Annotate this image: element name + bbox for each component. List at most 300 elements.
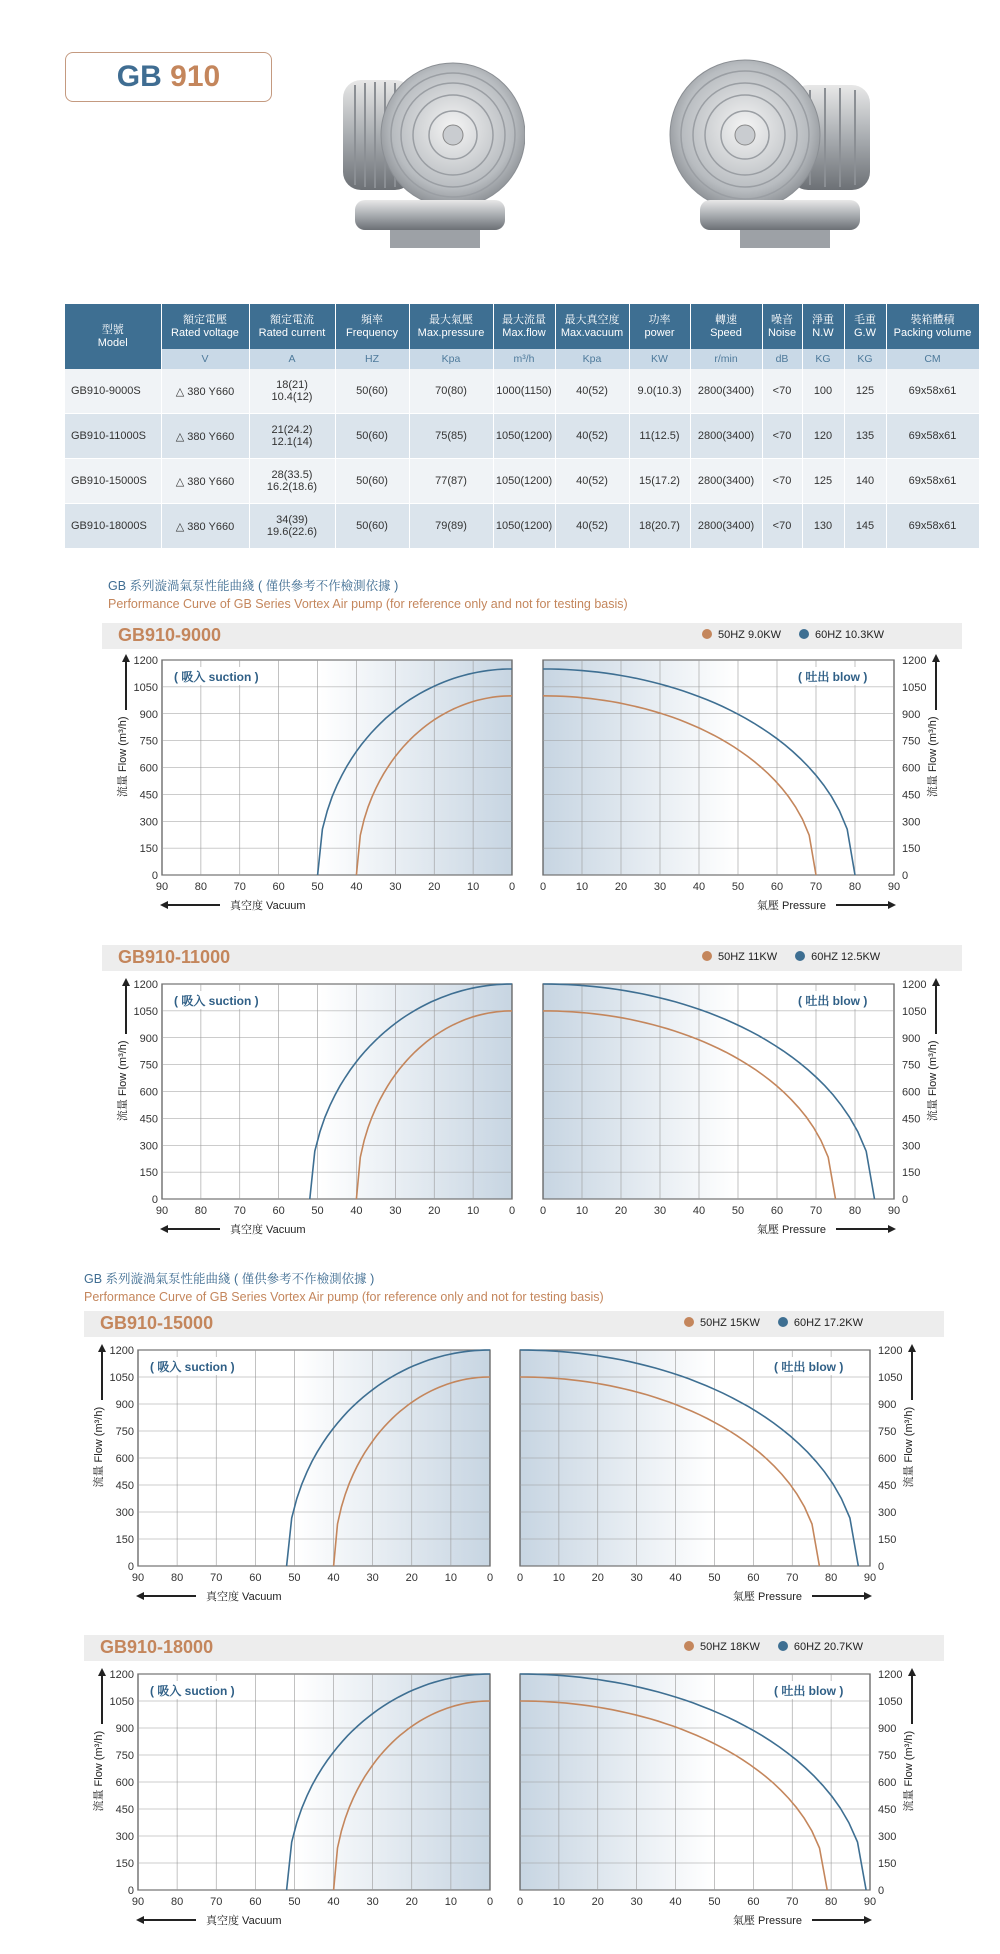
y-axis-arrow-head <box>98 1344 106 1352</box>
legend-dot <box>795 951 805 961</box>
y-tick-label: 600 <box>115 1777 134 1789</box>
y-axis-label: 流量 Flow (m³/h) <box>117 1040 129 1122</box>
cell-speed: 2800(3400) <box>690 459 762 504</box>
vacuum-arrow-head <box>136 1916 144 1924</box>
pressure-arrow-head <box>888 901 896 909</box>
y-tick-label: 1200 <box>902 979 927 991</box>
y-tick-label: 150 <box>902 843 921 856</box>
y-tick-label: 750 <box>878 1750 897 1762</box>
y-tick-label: 750 <box>902 735 921 748</box>
spec-table <box>65 304 980 549</box>
x-tick-label: 0 <box>516 1896 524 1908</box>
y-tick-label: 1050 <box>878 1696 903 1708</box>
chart-legend <box>684 1317 881 1329</box>
unit-cell: KG <box>802 349 844 369</box>
y-tick-label: 600 <box>139 1086 158 1099</box>
y-tick-label: 0 <box>878 1561 885 1573</box>
legend-label: 60HZ 20.7KW <box>793 1641 864 1653</box>
x-tick-label: 30 <box>389 1205 402 1217</box>
unit-cell: A <box>249 349 335 369</box>
y-axis-arrow-head <box>98 1668 106 1676</box>
y-tick-label: 1200 <box>109 1345 134 1357</box>
cell-power: 9.0(10.3) <box>629 369 690 414</box>
x-tick-label: 70 <box>786 1572 799 1584</box>
x-tick-label: 80 <box>848 881 862 893</box>
legend-dot <box>799 629 809 639</box>
cell-frequency: 50(60) <box>335 459 409 504</box>
x-tick-label: 10 <box>575 1205 589 1217</box>
vacuum-arrow-head <box>160 1225 168 1233</box>
perf-heading-2 <box>84 1270 604 1306</box>
cell-pressure: 70(80) <box>409 369 493 414</box>
performance-chart <box>90 1330 990 1616</box>
performance-chart <box>90 640 990 925</box>
x-tick-label: 80 <box>848 1205 862 1217</box>
y-tick-label: 300 <box>115 1507 134 1519</box>
y-tick-label: 900 <box>115 1723 134 1735</box>
blower-image-right <box>660 40 880 265</box>
y-tick-label: 900 <box>902 1032 921 1045</box>
y-axis-arrow-head <box>122 978 130 986</box>
x-tick-label: 30 <box>366 1572 379 1584</box>
y-tick-label: 750 <box>139 735 158 748</box>
x-tick-label: 90 <box>155 881 169 893</box>
header-nw: 淨重 N.W <box>802 304 844 349</box>
y-tick-label: 750 <box>902 1059 921 1072</box>
cell-vacuum: 40(52) <box>555 414 629 459</box>
y-tick-label: 150 <box>878 1534 897 1546</box>
cell-vacuum: 40(52) <box>555 504 629 549</box>
y-tick-label: 150 <box>902 1167 921 1180</box>
y-tick-label: 300 <box>878 1831 897 1843</box>
y-tick-label: 0 <box>127 1561 134 1573</box>
table-row <box>65 459 979 504</box>
legend-label: 60HZ 12.5KW <box>811 951 881 963</box>
x-tick-label: 80 <box>170 1896 184 1908</box>
y-tick-label: 300 <box>139 1140 158 1153</box>
y-tick-label: 300 <box>878 1507 897 1519</box>
y-tick-label: 600 <box>139 762 158 775</box>
x-tick-label: 40 <box>350 1205 363 1217</box>
y-tick-label: 900 <box>878 1723 897 1735</box>
suction-label: ( 吸入 suction ) <box>150 1684 235 1698</box>
cell-packing: 69x58x61 <box>886 504 979 549</box>
y-tick-label: 750 <box>115 1750 134 1762</box>
cell-pressure: 75(85) <box>409 414 493 459</box>
header-noise: 噪音 Noise <box>762 304 802 349</box>
y-tick-label: 1050 <box>902 1005 927 1018</box>
y-tick-label: 0 <box>902 1194 909 1206</box>
y-tick-label: 900 <box>902 708 921 721</box>
cell-model: GB910-11000S <box>65 414 161 459</box>
blower-image-left <box>335 40 525 265</box>
x-tick-label: 40 <box>327 1572 340 1584</box>
pressure-arrow-head <box>864 1592 872 1600</box>
x-tick-label: 10 <box>466 1205 480 1217</box>
y-tick-label: 750 <box>878 1426 897 1438</box>
x-tick-label: 20 <box>591 1572 604 1584</box>
y-tick-label: 1200 <box>878 1345 903 1357</box>
perf-heading-en: Performance Curve of GB Series Vortex Air pump (for reference only and not for testing basis) <box>84 1290 604 1304</box>
x-tick-label: 30 <box>389 881 402 893</box>
perf-heading-zh: GB 系列漩渦氣泵性能曲綫 ( 僅供參考不作檢測依據 ) <box>108 579 399 593</box>
x-tick-label: 70 <box>786 1896 799 1908</box>
vacuum-axis-label: 真空度 Vacuum <box>230 900 306 912</box>
blow-label: ( 吐出 blow ) <box>798 670 868 684</box>
y-tick-label: 1200 <box>133 655 158 667</box>
x-tick-label: 50 <box>708 1896 721 1908</box>
x-tick-label: 20 <box>405 1572 418 1584</box>
x-tick-label: 30 <box>630 1572 643 1584</box>
x-tick-label: 50 <box>708 1572 721 1584</box>
table-unit-row <box>65 349 979 369</box>
y-axis-arrow-head <box>932 978 940 986</box>
unit-cell: HZ <box>335 349 409 369</box>
x-tick-label: 80 <box>194 1205 208 1217</box>
x-tick-label: 90 <box>131 1896 145 1908</box>
x-tick-label: 40 <box>669 1572 682 1584</box>
legend-label: 60HZ 17.2KW <box>793 1317 864 1329</box>
perf-heading-en: Performance Curve of GB Series Vortex Air pump (for reference only and not for testing basis) <box>108 597 628 611</box>
x-tick-label: 50 <box>731 881 745 893</box>
y-tick-label: 150 <box>115 1534 134 1546</box>
x-tick-label: 10 <box>444 1572 458 1584</box>
y-tick-label: 300 <box>902 816 921 829</box>
x-tick-label: 70 <box>809 881 823 893</box>
table-header-row <box>65 304 979 349</box>
x-tick-label: 40 <box>350 881 363 893</box>
x-tick-label: 10 <box>466 881 480 893</box>
y-tick-label: 450 <box>139 1113 158 1126</box>
x-tick-label: 0 <box>508 1205 516 1217</box>
unit-cell: KG <box>844 349 886 369</box>
legend-dot <box>702 629 712 639</box>
y-axis-label: 流量 Flow (m³/h) <box>117 716 129 798</box>
x-tick-label: 30 <box>366 1896 379 1908</box>
y-tick-label: 600 <box>902 762 921 775</box>
x-tick-label: 50 <box>288 1896 301 1908</box>
cell-gw: 140 <box>844 459 886 504</box>
unit-cell: dB <box>762 349 802 369</box>
y-tick-label: 1050 <box>109 1372 134 1384</box>
legend-dot <box>702 951 712 961</box>
header-voltage: 額定電壓 Rated voltage <box>161 304 249 349</box>
legend-item <box>702 951 777 963</box>
header-flow: 最大流量 Max.flow <box>493 304 555 349</box>
perf-heading-1 <box>108 577 628 613</box>
cell-model: GB910-18000S <box>65 504 161 549</box>
x-tick-label: 0 <box>486 1896 494 1908</box>
x-tick-label: 70 <box>210 1572 223 1584</box>
cell-flow: 1050(1200) <box>493 504 555 549</box>
y-tick-label: 450 <box>139 789 158 802</box>
y-tick-label: 1200 <box>109 1669 134 1681</box>
cell-current: 18(21) 10.4(12) <box>249 369 335 414</box>
chart-title: GB910-11000 <box>118 947 231 967</box>
header-packing: 裝箱體積 Packing volume <box>886 304 979 349</box>
pressure-axis-label: 氣壓 Pressure <box>756 1224 826 1236</box>
x-tick-label: 40 <box>669 1896 682 1908</box>
legend-label: 50HZ 9.0KW <box>718 629 781 641</box>
x-tick-label: 80 <box>824 1896 838 1908</box>
x-tick-label: 60 <box>770 1205 784 1217</box>
cell-noise: <70 <box>762 459 802 504</box>
unit-cell: KW <box>629 349 690 369</box>
cell-voltage: △ 380 Y660 <box>161 504 249 549</box>
cell-nw: 120 <box>802 414 844 459</box>
header-vacuum: 最大真空度 Max.vacuum <box>555 304 629 349</box>
product-title <box>65 52 272 102</box>
performance-chart <box>90 1654 990 1940</box>
header-gw: 毛重 G.W <box>844 304 886 349</box>
pressure-axis-label: 氣壓 Pressure <box>756 900 826 912</box>
cell-voltage: △ 380 Y660 <box>161 459 249 504</box>
legend-item <box>778 1317 863 1329</box>
pressure-arrow-head <box>888 1225 896 1233</box>
cell-packing: 69x58x61 <box>886 459 979 504</box>
cell-power: 18(20.7) <box>629 504 690 549</box>
vacuum-arrow-head <box>160 901 168 909</box>
cell-voltage: △ 380 Y660 <box>161 369 249 414</box>
y-tick-label: 600 <box>878 1777 897 1789</box>
x-tick-label: 90 <box>155 1205 169 1217</box>
cell-frequency: 50(60) <box>335 369 409 414</box>
y-tick-label: 0 <box>902 870 909 882</box>
y-tick-label: 1200 <box>133 979 158 991</box>
pressure-axis-label: 氣壓 Pressure <box>732 1915 802 1927</box>
y-tick-label: 1200 <box>878 1669 903 1681</box>
y-axis-arrow-head <box>908 1344 916 1352</box>
cell-speed: 2800(3400) <box>690 504 762 549</box>
cell-power: 11(12.5) <box>629 414 690 459</box>
legend-label: 50HZ 15KW <box>700 1317 760 1329</box>
x-tick-label: 60 <box>249 1572 262 1584</box>
legend-item <box>778 1641 863 1653</box>
x-tick-label: 50 <box>288 1572 301 1584</box>
x-tick-label: 40 <box>692 1205 706 1217</box>
cell-speed: 2800(3400) <box>690 414 762 459</box>
y-tick-label: 150 <box>139 1167 158 1180</box>
y-tick-label: 150 <box>139 843 158 856</box>
x-tick-label: 30 <box>653 1205 667 1217</box>
header-frequency: 頻率 Frequency <box>335 304 409 349</box>
x-tick-label: 10 <box>552 1896 566 1908</box>
unit-cell: m³/h <box>493 349 555 369</box>
y-tick-label: 900 <box>115 1399 134 1411</box>
title-number: 910 <box>170 60 221 93</box>
x-tick-label: 60 <box>747 1572 760 1584</box>
pressure-axis-label: 氣壓 Pressure <box>732 1591 802 1603</box>
legend-dot <box>684 1317 694 1327</box>
title-prefix: GB <box>116 60 162 93</box>
cell-model: GB910-15000S <box>65 459 161 504</box>
x-tick-label: 20 <box>428 1205 441 1217</box>
cell-noise: <70 <box>762 414 802 459</box>
y-tick-label: 300 <box>139 816 158 829</box>
cell-flow: 1000(1150) <box>493 369 555 414</box>
x-tick-label: 60 <box>272 1205 285 1217</box>
x-tick-label: 30 <box>653 881 667 893</box>
legend-label: 50HZ 18KW <box>700 1641 760 1653</box>
y-tick-label: 450 <box>115 1804 134 1816</box>
y-axis-label: 流量 Flow (m³/h) <box>93 1406 105 1488</box>
x-tick-label: 70 <box>233 1205 246 1217</box>
cell-pressure: 79(89) <box>409 504 493 549</box>
cell-noise: <70 <box>762 504 802 549</box>
x-tick-label: 0 <box>508 881 516 893</box>
cell-nw: 125 <box>802 459 844 504</box>
x-tick-label: 10 <box>575 881 589 893</box>
blow-label: ( 吐出 blow ) <box>774 1360 844 1374</box>
x-tick-label: 90 <box>887 1205 901 1217</box>
x-tick-label: 90 <box>131 1572 145 1584</box>
vacuum-axis-label: 真空度 Vacuum <box>206 1591 282 1603</box>
legend-label: 50HZ 11KW <box>718 951 778 963</box>
y-tick-label: 450 <box>115 1480 134 1492</box>
y-tick-label: 750 <box>139 1059 158 1072</box>
chart-legend <box>684 1641 881 1653</box>
cell-flow: 1050(1200) <box>493 459 555 504</box>
legend-dot <box>684 1641 694 1651</box>
x-tick-label: 20 <box>614 1205 628 1217</box>
x-tick-label: 0 <box>539 1205 547 1217</box>
cell-vacuum: 40(52) <box>555 369 629 414</box>
cell-power: 15(17.2) <box>629 459 690 504</box>
x-tick-label: 80 <box>824 1572 838 1584</box>
chart-title: GB910-15000 <box>100 1313 214 1333</box>
cell-packing: 69x58x61 <box>886 414 979 459</box>
y-axis-label: 流量 Flow (m³/h) <box>903 1730 915 1812</box>
header-model: 型號 Model <box>65 304 161 369</box>
x-tick-label: 70 <box>809 1205 823 1217</box>
legend-dot <box>778 1317 788 1327</box>
header-current: 額定電流 Rated current <box>249 304 335 349</box>
x-tick-label: 70 <box>210 1896 223 1908</box>
vacuum-arrow-head <box>136 1592 144 1600</box>
x-tick-label: 0 <box>516 1572 524 1584</box>
x-tick-label: 50 <box>311 881 324 893</box>
cell-vacuum: 40(52) <box>555 459 629 504</box>
y-tick-label: 900 <box>139 1032 158 1045</box>
y-tick-label: 0 <box>878 1885 885 1897</box>
cell-frequency: 50(60) <box>335 504 409 549</box>
x-tick-label: 70 <box>233 881 246 893</box>
x-tick-label: 60 <box>249 1896 262 1908</box>
y-axis-label: 流量 Flow (m³/h) <box>927 1040 939 1122</box>
vacuum-axis-label: 真空度 Vacuum <box>230 1224 306 1236</box>
y-axis-arrow-head <box>932 654 940 662</box>
x-tick-label: 50 <box>311 1205 324 1217</box>
blow-label: ( 吐出 blow ) <box>774 1684 844 1698</box>
cell-pressure: 77(87) <box>409 459 493 504</box>
cell-current: 34(39) 19.6(22.6) <box>249 504 335 549</box>
y-tick-label: 1050 <box>109 1696 134 1708</box>
legend-item <box>795 951 880 963</box>
cell-frequency: 50(60) <box>335 414 409 459</box>
x-tick-label: 20 <box>405 1896 418 1908</box>
y-tick-label: 300 <box>902 1140 921 1153</box>
table-row <box>65 369 979 414</box>
x-tick-label: 10 <box>552 1572 566 1584</box>
y-tick-label: 300 <box>115 1831 134 1843</box>
y-tick-label: 450 <box>878 1480 897 1492</box>
chart-legend <box>702 951 898 963</box>
suction-label: ( 吸入 suction ) <box>150 1360 235 1374</box>
cell-gw: 145 <box>844 504 886 549</box>
y-tick-label: 900 <box>878 1399 897 1411</box>
y-tick-label: 1050 <box>133 681 158 694</box>
cell-gw: 135 <box>844 414 886 459</box>
vacuum-axis-label: 真空度 Vacuum <box>206 1915 282 1927</box>
unit-cell: CM <box>886 349 979 369</box>
table-row <box>65 504 979 549</box>
legend-dot <box>778 1641 788 1651</box>
y-tick-label: 150 <box>115 1858 134 1870</box>
x-tick-label: 90 <box>887 881 901 893</box>
y-tick-label: 1050 <box>133 1005 158 1018</box>
x-tick-label: 90 <box>863 1896 877 1908</box>
cell-nw: 100 <box>802 369 844 414</box>
y-tick-label: 450 <box>902 1113 921 1126</box>
unit-cell: Kpa <box>555 349 629 369</box>
y-axis-arrow-head <box>908 1668 916 1676</box>
y-tick-label: 1050 <box>902 681 927 694</box>
x-tick-label: 80 <box>170 1572 184 1584</box>
x-tick-label: 10 <box>444 1896 458 1908</box>
cell-current: 28(33.5) 16.2(18.6) <box>249 459 335 504</box>
y-tick-label: 750 <box>115 1426 134 1438</box>
cell-voltage: △ 380 Y660 <box>161 414 249 459</box>
y-tick-label: 0 <box>151 1194 158 1206</box>
table-row <box>65 414 979 459</box>
header-power: 功率 power <box>629 304 690 349</box>
cell-model: GB910-9000S <box>65 369 161 414</box>
y-tick-label: 150 <box>878 1858 897 1870</box>
x-tick-label: 20 <box>591 1896 604 1908</box>
x-tick-label: 0 <box>486 1572 494 1584</box>
legend-label: 60HZ 10.3KW <box>814 629 885 641</box>
cell-flow: 1050(1200) <box>493 414 555 459</box>
x-tick-label: 60 <box>770 881 784 893</box>
y-tick-label: 1050 <box>878 1372 903 1384</box>
unit-cell: Kpa <box>409 349 493 369</box>
blow-label: ( 吐出 blow ) <box>798 994 868 1008</box>
cell-current: 21(24.2) 12.1(14) <box>249 414 335 459</box>
y-axis-label: 流量 Flow (m³/h) <box>93 1730 105 1812</box>
x-tick-label: 50 <box>731 1205 745 1217</box>
header-speed: 轉速 Speed <box>690 304 762 349</box>
x-tick-label: 30 <box>630 1896 643 1908</box>
unit-cell: r/min <box>690 349 762 369</box>
x-tick-label: 20 <box>614 881 628 893</box>
x-tick-label: 40 <box>692 881 706 893</box>
y-tick-label: 900 <box>139 708 158 721</box>
perf-heading-zh: GB 系列漩渦氣泵性能曲綫 ( 僅供參考不作檢測依據 ) <box>84 1272 375 1286</box>
chart-title: GB910-18000 <box>100 1637 214 1657</box>
y-tick-label: 600 <box>902 1086 921 1099</box>
legend-item <box>684 1317 760 1329</box>
suction-label: ( 吸入 suction ) <box>174 670 259 684</box>
x-tick-label: 60 <box>272 881 285 893</box>
y-axis-label: 流量 Flow (m³/h) <box>903 1406 915 1488</box>
legend-item <box>684 1641 760 1653</box>
x-tick-label: 60 <box>747 1896 760 1908</box>
y-tick-label: 600 <box>878 1453 897 1465</box>
y-tick-label: 0 <box>151 870 158 882</box>
y-tick-label: 450 <box>878 1804 897 1816</box>
suction-label: ( 吸入 suction ) <box>174 994 259 1008</box>
x-tick-label: 90 <box>863 1572 877 1584</box>
